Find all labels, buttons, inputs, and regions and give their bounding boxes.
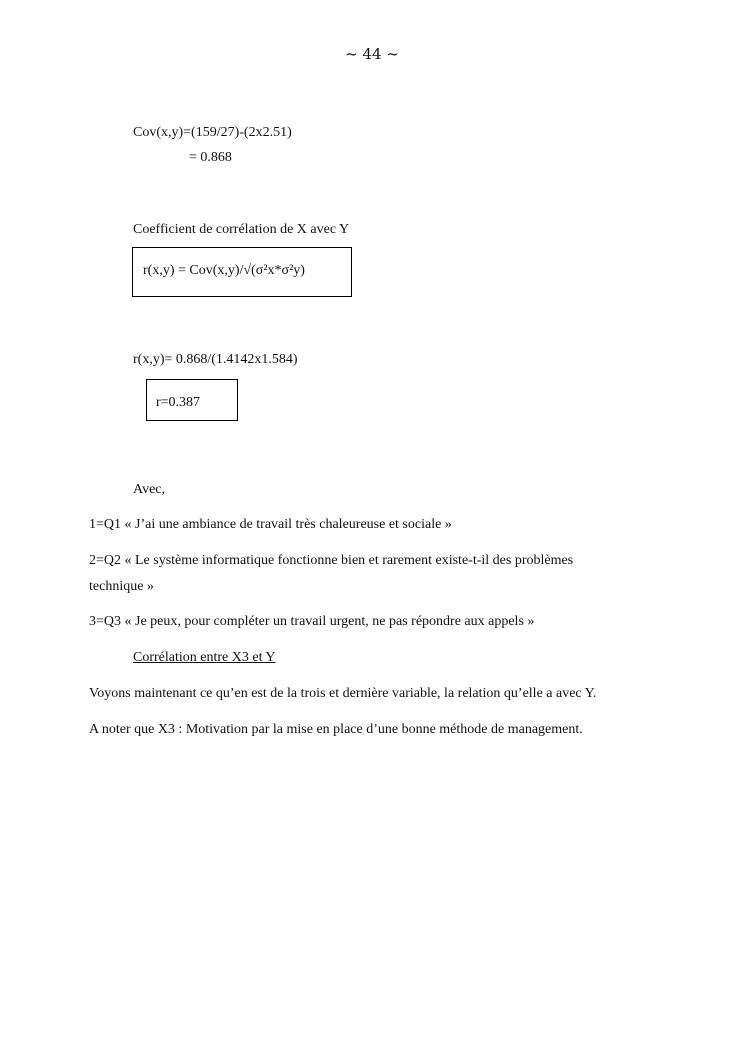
result-box xyxy=(146,379,238,421)
correlation-formula: r(x,y) = Cov(x,y)/√(σ²x*σ²y) xyxy=(143,263,305,278)
correlation-heading: Coefficient de corrélation de X avec Y xyxy=(133,222,350,237)
legend-q2-line1: 2=Q2 « Le système informatique fonctionne bien et rarement existe-t-il des problèmes xyxy=(89,553,574,568)
section-paragraph-1: Voyons maintenant ce qu’en est de la trois et dernière variable, la relation qu’elle a avec Y. xyxy=(89,686,597,701)
legend-q3: 3=Q3 « Je peux, pour compléter un travail urgent, ne pas répondre aux appels » xyxy=(89,614,535,629)
formula-box xyxy=(132,247,352,297)
page-number: ~ 44 ~ xyxy=(345,45,399,63)
covariance-formula-line1: Cov(x,y)=(159/27)-(2x2.51) xyxy=(133,125,292,140)
section-heading: Corrélation entre X3 et Y xyxy=(133,650,276,665)
section-paragraph-2: A noter que X3 : Motivation par la mise en place d’une bonne méthode de management. xyxy=(89,722,583,737)
legend-q2-line2: technique » xyxy=(89,579,154,594)
correlation-result: r=0.387 xyxy=(156,395,201,410)
legend-q1: 1=Q1 « J’ai une ambiance de travail très chaleureuse et sociale » xyxy=(89,517,452,532)
correlation-substitution: r(x,y)= 0.868/(1.4142x1.584) xyxy=(133,352,298,367)
legend-intro: Avec, xyxy=(133,482,165,497)
covariance-result-line2: = 0.868 xyxy=(189,150,232,165)
